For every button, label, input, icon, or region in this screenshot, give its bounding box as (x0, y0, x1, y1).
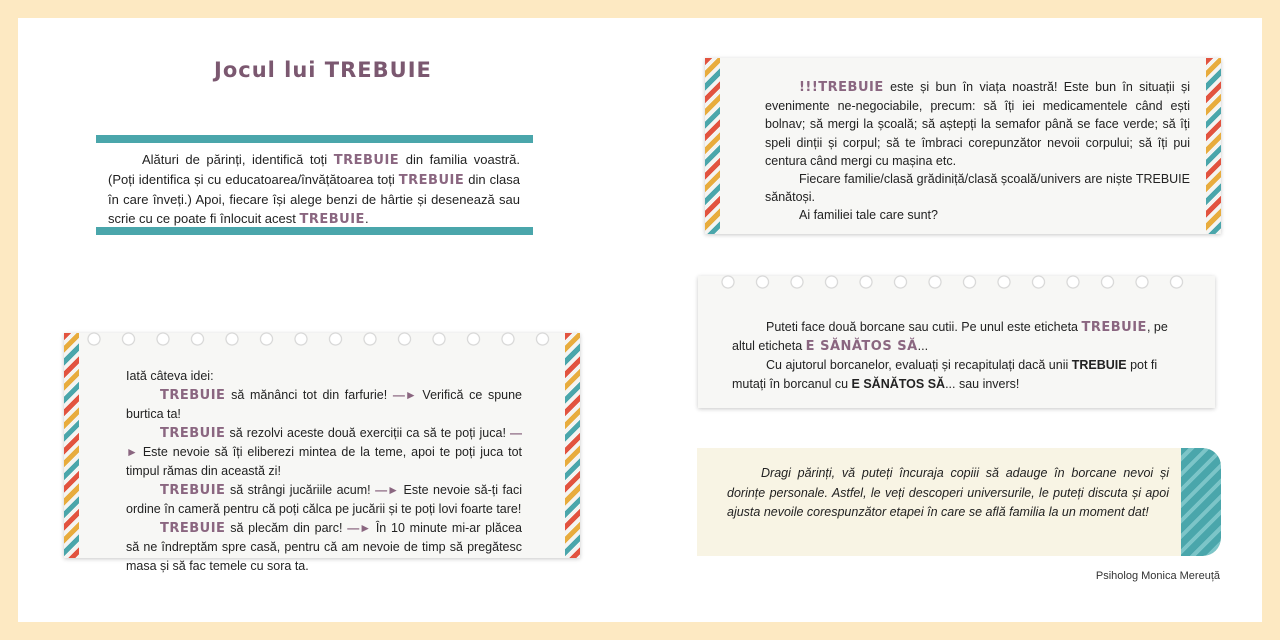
tape-decoration (1181, 448, 1221, 556)
ideas-card (64, 333, 580, 573)
keyword: TREBUIE (1081, 320, 1147, 335)
note-text: Dragi părinți, vă puteți încuraja copiii să adauge în borcane nevoi și dorințe personale. Astfel, le veți descoperi universurile, le puteți discuta și apoi ajusta nevoile corespunzător etapei în care se află familia la un moment dat! (727, 466, 1169, 519)
text-span: pot fi mutați în borcanul cu (732, 358, 1158, 391)
jars-card (698, 276, 1215, 408)
parents-note (697, 448, 1221, 556)
text-span: să rezolvi aceste două exerciții ca să te poți juca! (225, 425, 510, 440)
text-span: din clasa în care înveți.) Apoi, fiecare își alege benzi de hârtie și desenează sau scrie cu ce poate fi înlocuit acest (108, 172, 520, 226)
card-text (765, 78, 1190, 225)
signature: Psiholog Monica Mereuță (1095, 570, 1220, 582)
keyword: TREBUIE (160, 387, 226, 403)
idea-item (126, 481, 522, 519)
bold-text: TREBUIE (1071, 358, 1127, 372)
text-span: Este nevoie să-ți faci ordine în cameră pentru că poți călca pe jucării și te poți lovi foarte tare! (126, 482, 522, 517)
arrow-icon: —► (126, 425, 522, 460)
text-span: Alături de părinți, identifică toți (142, 152, 334, 167)
arrow-icon: —► (347, 520, 372, 535)
text-span: este și bun în viața noastră! Este bun în situații și evenimente ne-negociabile, precum: să îți iei medicamentele când ești bolnav; să mergi la școală; să aștepți la semafor până se face verde; să îți speli dinții și corpul; să te îmbraci corepunzător nevoii corpului; să îți pui centura când mergi cu mașina etc. (765, 80, 1190, 168)
stripe-border-left (64, 333, 79, 558)
text-span: ... sau invers! (945, 377, 1020, 391)
text-span: În 10 minute mi-ar plăcea să ne îndreptăm spre casă, pentru că am nevoie de timp să pregătesc masa și să fac temele cu sora ta. (126, 520, 522, 573)
idea-item (126, 424, 522, 481)
trebuie-info-card (705, 58, 1221, 234)
keyword: TREBUIE (333, 153, 400, 168)
text-span: să mănânci tot din farfurie! (225, 387, 393, 402)
text-span: . (364, 211, 369, 226)
keyword: TREBUIE (160, 425, 226, 441)
binder-rings (82, 329, 562, 349)
keyword: !!!TREBUIE (799, 80, 884, 95)
keyword: TREBUIE (398, 173, 465, 188)
ideas-intro: Iată câteva idei: (126, 369, 214, 383)
text-span: Este nevoie să îți eliberezi mintea de la teme, apoi te poți juca tot timpul rămas din această zi! (126, 445, 522, 478)
paragraph: Ai familiei tale care sunt? (799, 208, 938, 223)
idea-item (126, 519, 522, 576)
arrow-icon: —► (375, 482, 400, 497)
bottom-rule (96, 227, 533, 235)
idea-item (126, 386, 522, 424)
text-span: să plecăm din parc! (225, 520, 348, 535)
card-text (732, 318, 1172, 394)
card-text (126, 367, 522, 576)
arrow-icon: —► (392, 387, 417, 402)
text-span: să strângi jucăriile acum! (225, 482, 376, 497)
text-span: , pe altul eticheta (732, 320, 1168, 353)
keyword: TREBUIE (299, 212, 365, 227)
text-span: ... (917, 339, 929, 353)
text-span: Cu ajutorul borcanelor, evaluați și recapitulați dacă unii (766, 358, 1072, 372)
keyword: E SĂNĂTOS SĂ (805, 339, 918, 354)
keyword: TREBUIE (160, 482, 226, 498)
stripe-border-left (705, 58, 720, 234)
bold-text: E SĂNĂTOS SĂ (851, 377, 946, 391)
binder-rings (716, 272, 1197, 292)
page-title: Jocul lui TREBUIE (214, 58, 432, 82)
text-span: din familia voastră. (Poți identifica și cu educatoarea/învățătoarea toți (108, 152, 520, 187)
stripe-border-right (1206, 58, 1221, 234)
text-span: Verifică ce spune burtica ta! (126, 387, 522, 422)
keyword: TREBUIE (160, 520, 226, 536)
instructions-text (108, 150, 520, 229)
instructions-box (96, 135, 533, 235)
text-span: Puteti face două borcane sau cutii. Pe unul este eticheta (766, 320, 1082, 334)
stripe-border-right (565, 333, 580, 558)
top-rule (96, 135, 533, 143)
paragraph: Fiecare familie/clasă grădiniță/clasă școală/univers are niște TREBUIE sănătoși. (765, 172, 1190, 205)
